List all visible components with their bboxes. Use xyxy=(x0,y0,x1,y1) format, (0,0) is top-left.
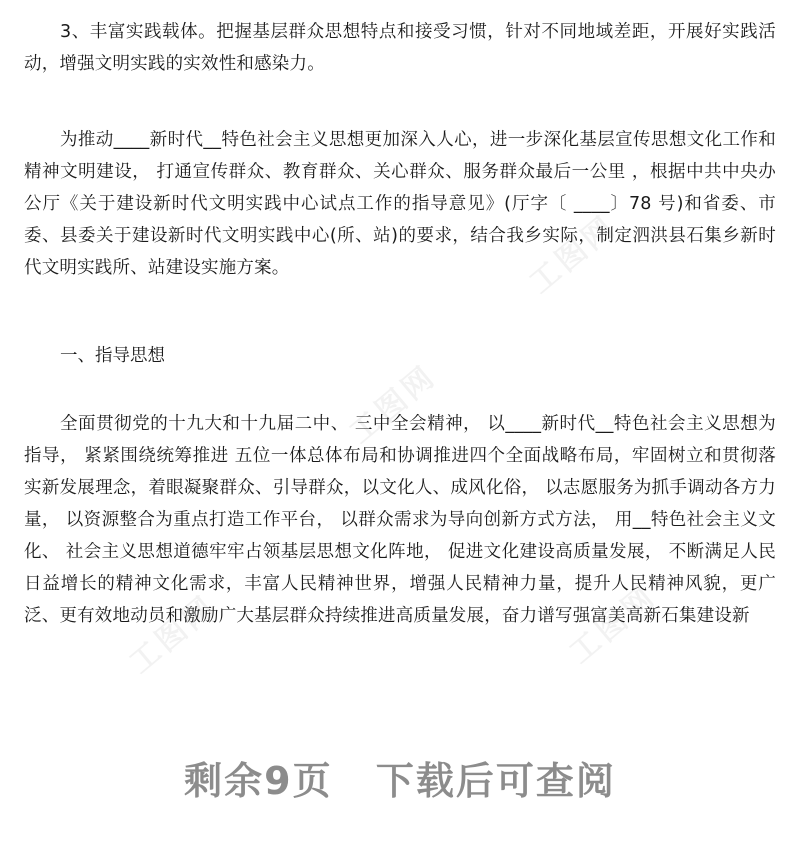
watermark: 工图网 xyxy=(342,358,444,451)
remaining-pages-label: 剩余9页 xyxy=(184,759,333,803)
watermark: 工图网 xyxy=(562,578,664,671)
download-prompt[interactable] xyxy=(0,750,800,805)
paragraph-introduction: 为推动____新时代__特色社会主义思想更加深入人心，进一步深化基层宣传思想文化工作和精神文明建设， 打通宣传群众、教育群众、关心群众、服务群众最后一公里 ，根据中共中央办公厅《关于建设新时代文明实践中心试点工作的指导意见》(厅字〔 ____〕78 号)和省委、市委、县委关于建设新时代文明实践中心(所、站)的要求，结合我乡实际，制定泗洪县石集乡新时代文明实践所、站建设实施方案。 xyxy=(24,130,776,278)
paragraph-guiding-ideology: 全面贯彻党的十九大和十九届二中、 三中全会精神， 以____新时代__特色社会主义思想为指导， 紧紧围绕统筹推进 五位一体总体布局和协调推进四个全面战略布局，牢固树立和贯彻落实新发展理念，着眼凝聚群众、引导群众，以文化人、成风化俗， 以志愿服务为抓手调动各方力量， 以资源整合为重点打造工作平台， 以群众需求为导向创新方式方法， 用__特色社会主义文化、 社会主义思想道德牢牢占领基层思想文化阵地， 促进文化建设高质量发展， 不断满足人民日益增长的精神文化需求，丰富人民精神世界，增强人民精神力量，提升人民精神风貌，更广泛、更有效地动员和激励广大基层群众持续推进高质量发展，奋力谱写强富美高新石集建设新 xyxy=(24,414,776,626)
download-to-view-label: 下载后可查阅 xyxy=(375,759,616,803)
paragraph-practice-carrier: 3、丰富实践载体。把握基层群众思想特点和接受习惯，针对不同地域差距，开展好实践活动，增强文明实践的实效性和感染力。 xyxy=(24,22,776,74)
section-heading-guiding-ideology: 一、指导思想 xyxy=(60,346,165,366)
watermark: 工图网 xyxy=(522,208,624,301)
watermark: 工图网 xyxy=(122,588,224,681)
